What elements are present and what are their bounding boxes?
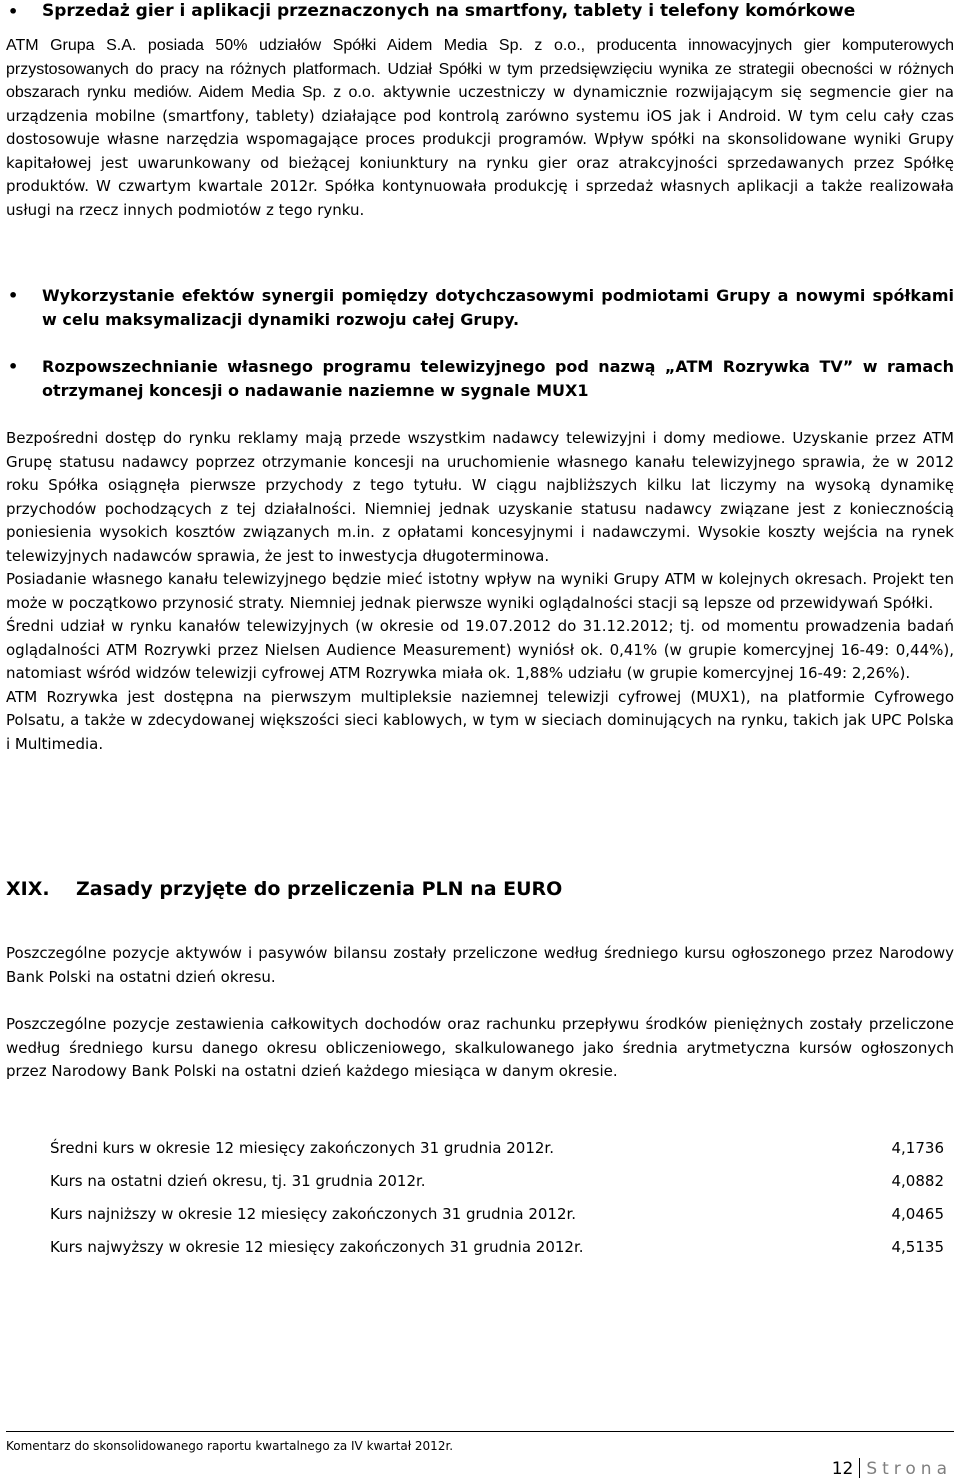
page-number — [832, 1458, 952, 1479]
rate-value: 4,0465 — [891, 1205, 944, 1223]
bullet-heading: Rozpowszechnianie własnego programu telewizyjnego pod nazwą „ATM Rozrywka TV” w ramach otrzymanej koncesji o nadawanie naziemne w sygnale MUX1 — [42, 357, 954, 400]
rate-value: 4,0882 — [891, 1172, 944, 1190]
paragraph-text-arial: ATM Grupa S.A. posiada 50% udziałów Spółki Aidem Media Sp. z o.o., producenta innowacyjnych gier komputerowych przystosowanych do pracy na różnych platformach. Udział Spółki w tym przedsięwzięciu wynika ze strategii obecności w różnych obszarach rynku mediów. Aidem Media Sp. z o.o. — [6, 37, 954, 101]
section-number: XIX. — [6, 878, 50, 900]
rate-row — [50, 1169, 944, 1202]
section-paragraph-2: Poszczególne pozycje zestawienia całkowitych dochodów oraz rachunku przepływu środków pieniężnych zostały przeliczone według średniego kursu danego okresu obliczeniowego, skalkulowanego jako średnia arytmetyczna kursów ogłoszonych przez Narodowy Bank Polski na ostatni dzień każdego miesiąca w danym okresie. — [6, 1015, 954, 1080]
rate-label: Kurs na ostatni dzień okresu, tj. 31 grudnia 2012r. — [50, 1172, 426, 1190]
bullet-heading: Sprzedaż gier i aplikacji przeznaczonych na smartfony, tablety i telefony komórkowe — [42, 1, 856, 21]
bullet-icon: • — [8, 286, 19, 305]
page-number-divider — [859, 1458, 860, 1478]
bullet-section-tv — [6, 355, 954, 403]
paragraph: ATM Rozrywka jest dostępna na pierwszym multipleksie naziemnej telewizji cyfrowej (MUX1), na platformie Cyfrowego Polsatu, a także w zdecydowanej większości sieci kablowych, w tym w sieciach dominujących na rynku, takich jak UPC Polska i Multimedia. — [6, 687, 954, 753]
bullet-section-mobile-games — [6, 0, 954, 23]
mobile-games-paragraph — [6, 34, 954, 222]
rate-row — [50, 1202, 944, 1235]
paragraph: Średni udział w rynku kanałów telewizyjnych (w okresie od 19.07.2012 do 31.12.2012; tj. od momentu prowadzenia badań oglądalności ATM Rozrywki przez Nielsen Audience Measurement) wyniósł ok. 0,41% (w grupie komercyjnej 16-49: 0,44%), natomiast wśród widzów telewizji cyfrowej ATM Rozrywka miała ok. 1,88% udziału (w grupie komercyjnej 16-49: 2,26%). — [6, 617, 954, 682]
section-paragraph-1: Poszczególne pozycje aktywów i pasywów bilansu zostały przeliczone według średniego kursu ogłoszonego przez Narodowy Bank Polski na ostatni dzień okresu. — [6, 944, 954, 986]
bullet-heading: Wykorzystanie efektów synergii pomiędzy dotychczasowymi podmiotami Grupy a nowymi spółkami w celu maksymalizacji dynamiki rozwoju całej Grupy. — [42, 286, 954, 329]
rate-value: 4,1736 — [891, 1139, 944, 1157]
exchange-rates-list — [50, 1136, 944, 1268]
tv-paragraph — [6, 427, 954, 756]
footer-divider — [6, 1431, 954, 1432]
rate-label: Kurs najniższy w okresie 12 miesięcy zakończonych 31 grudnia 2012r. — [50, 1205, 577, 1223]
bullet-icon: • — [8, 357, 19, 376]
paragraph: Posiadanie własnego kanału telewizyjnego będzie mieć istotny wpływ na wyniki Grupy ATM w kolejnych okresach. Projekt ten może w początkowo przynosić straty. Niemniej jednak pierwsze wyniki oglądalności stacji są lepsze od przewidywań Spółki. — [6, 570, 954, 612]
rate-row — [50, 1235, 944, 1268]
page-number-value: 12 — [831, 1459, 854, 1479]
paragraph: Bezpośredni dostęp do rynku reklamy mają przede wszystkim nadawcy telewizyjni i domy mediowe. Uzyskanie przez ATM Grupę statusu nadawcy poprzez otrzymanie koncesji na uruchomienie własnego kanału telewizyjnego sprawia, że w 2012 roku Spółka osiągnęła pierwsze przychody z tego tytułu. W ciągu najbliższych kilku lat liczymy na wysoką dynamikę przychodów pochodzących z tej działalności. Niemniej jednak uzyskanie statusu nadawcy związane jest z koniecznością poniesienia wysokich kosztów związanych m.in. z opłatami koncesyjnymi i nadawczymi. Wysokie koszty wejścia na rynek telewizyjnych nadawców sprawia, że jest to inwestycja długoterminowa. — [6, 429, 954, 565]
rate-row — [50, 1136, 944, 1169]
section-heading — [6, 878, 562, 900]
footer-text: Komentarz do skonsolidowanego raportu kwartalnego za IV kwartał 2012r. — [6, 1439, 454, 1453]
page-word: Strona — [866, 1459, 952, 1479]
bullet-section-synergy — [6, 284, 954, 332]
section-title: Zasady przyjęte do przeliczenia PLN na EURO — [76, 878, 563, 900]
bullet-icon: • — [8, 2, 19, 21]
rate-label: Średni kurs w okresie 12 miesięcy zakończonych 31 grudnia 2012r. — [50, 1139, 554, 1157]
rate-label: Kurs najwyższy w okresie 12 miesięcy zakończonych 31 grudnia 2012r. — [50, 1238, 584, 1256]
paragraph-text: aktywnie uczestniczy w dynamicznie rozwijającym się segmencie gier na urządzenia mobilne (smartfony, tablety) działające pod kontrolą zarówno systemu iOS jak i Android. W tym celu cały czas dostosowuje własne narzędzia wspomagające proces produkcji programów. Wpływ spółki na skonsolidowane wyniki Grupy kapitałowej jest uwarunkowany od bieżącej koniunktury na rynku gier oraz atrakcyjności sprzedawanych przez Spółkę produktów. W czwartym kwartale 2012r. Spółka kontynuowała produkcję i sprzedaż własnych aplikacji a także realizowała usługi na rzecz innych podmiotów z tego rynku. — [6, 83, 954, 219]
rate-value: 4,5135 — [891, 1238, 944, 1256]
